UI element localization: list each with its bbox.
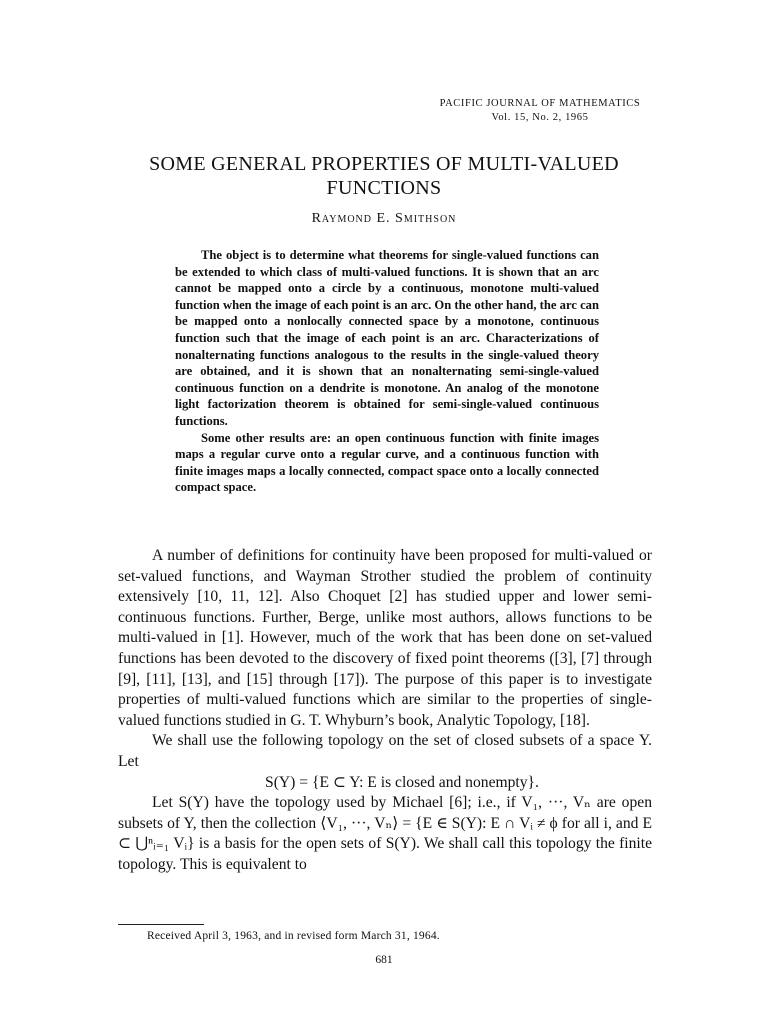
title-line-1: SOME GENERAL PROPERTIES OF MULTI-VALUED [149,153,619,175]
page-number: 681 [375,954,393,966]
journal-name: PACIFIC JOURNAL OF MATHEMATICS [439,98,641,109]
journal-header [420,97,660,125]
journal-volume: Vol. 15, No. 2, 1965 [491,112,589,123]
body-paragraph-2: We shall use the following topology on the set of closed subsets of a space Y. Let [118,732,652,770]
body-paragraph-1: A number of definitions for continuity have been proposed for multi-valued or set-valued functions, and Wayman Strother studied the problem of continuity extensively [10, 11, 12]. Also Choquet [2] has studied upper and lower semi-continuous functions. Further, Berge, unlike most authors, allows functions to be multi-valued in [1]. However, much of the work that has been done on set-valued functions has been devoted to the discovery of fixed point theorems ([3], [7] through [9], [11], [13], and [15] through [17]). The purpose of this paper is to investigate properties of multi-valued functions which are similar to the properties of single-valued functions studied in G. T. Whyburn’s book, Analytic Topology, [18]. [118,547,652,729]
abstract-paragraph-1: The object is to determine what theorems for single-valued functions can be extended to which class of multi-valued functions. It is shown that an arc cannot be mapped onto a circle by a continuous, monotone multi-valued function when the image of each point is an arc. On the other hand, the arc can be mapped onto a nonlocally connected space by a monotone, continuous function such that the image of each point is an arc. Characterizations of nonalternating functions analogous to the results in the single-valued theory are obtained, and it is shown that an nonalternating semi-single-valued continuous function on a dendrite is monotone. An analog of the monotone light factorization theorem is obtained for semi-single-valued continuous functions. [175,248,599,428]
title-line-2: FUNCTIONS [326,177,442,199]
paper-title [100,152,668,200]
footnote-rule [118,924,204,925]
author-name: Raymond E. Smithson [311,211,457,226]
body-paragraph-3: Let S(Y) have the topology used by Michael [6]; i.e., if V₁, ···, Vₙ are open subsets of Y, then the collection ⟨V₁, ···, Vₙ⟩ = {E ∈ S(Y): E ∩ Vᵢ ≠ ϕ for all i, and E ⊂ ⋃ⁿᵢ₌₁ Vᵢ} is a basis for the open sets of S(Y). We shall call this topology the finite topology. This is equivalent to [118,794,652,873]
abstract-paragraph-2: Some other results are: an open continuous function with finite images maps a regular curve onto a regular curve, and a continuous function with finite images maps a locally connected, compact space onto a locally connected compact space. [175,430,599,495]
body-text [118,546,652,876]
footnote: Received April 3, 1963, and in revised form March 31, 1964. [147,930,440,942]
formula: S(Y) = {E ⊂ Y: E is closed and nonempty}. [265,773,539,791]
abstract [175,247,599,496]
